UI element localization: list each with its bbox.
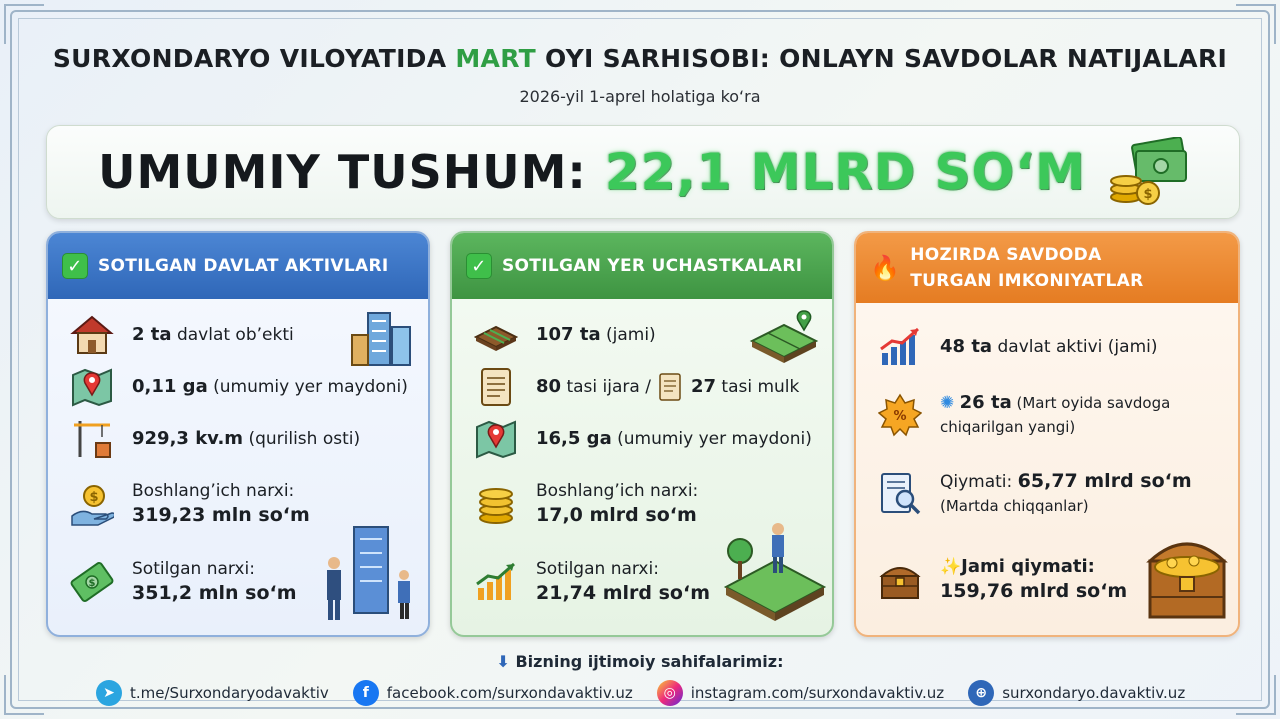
money-stack-icon	[1108, 137, 1188, 207]
row-start-price: $ Boshlang’ich narxi: 319,23 mln so‘m	[70, 479, 310, 528]
svg-text:$: $	[88, 577, 96, 589]
download-arrow-icon: ⬇	[496, 652, 510, 671]
social-heading: ⬇ Bizning ijtimoiy sahifalarimiz:	[496, 652, 784, 671]
globe-icon: ⊕	[968, 680, 994, 706]
coin-hand-icon	[70, 482, 114, 526]
land-map-icon	[748, 307, 820, 369]
card-current-opportunities	[854, 231, 1240, 637]
facebook-link-text[interactable]: facebook.com/surxondavaktiv.uz	[386, 684, 633, 702]
svg-text:$: $	[1143, 187, 1153, 202]
card-land-plots-header	[452, 233, 832, 299]
telegram-link-text[interactable]: t.me/Surxondaryodavaktiv	[130, 684, 329, 702]
social-links	[96, 680, 1209, 706]
page-subtitle: 2026-yil 1-aprel holatiga ko‘ra	[519, 87, 761, 106]
coin-stack-icon	[474, 482, 518, 526]
website-link[interactable]	[968, 680, 1185, 706]
row-sold-price: $ Sotilgan narxi: 351,2 mln so‘m	[70, 557, 297, 606]
frame-corner	[1236, 675, 1276, 715]
total-revenue-banner	[46, 125, 1240, 219]
row-march-value: Qiymati: 65,77 mlrd so‘m (Martda chiqqanlar)	[878, 469, 1192, 518]
row-new-assets: % ✺ 26 ta (Mart oyida savdoga chiqarilgan yangi)	[878, 391, 1170, 439]
svg-text:$: $	[89, 489, 99, 505]
frame-corner	[1236, 4, 1276, 44]
row-objects: 2 ta davlat ob’ekti	[70, 313, 294, 357]
document-scroll-icon	[657, 372, 683, 402]
treasure-chest-gold-icon	[1142, 527, 1232, 627]
total-revenue-label: UMUMIY TUSHUM:	[98, 145, 587, 199]
document-scroll-icon	[474, 365, 518, 409]
facebook-link[interactable]	[353, 680, 633, 706]
row-total-value: ✨Jami qiymati: 159,76 mlrd so‘m	[878, 555, 1127, 604]
instagram-link-text[interactable]: instagram.com/surxondavaktiv.uz	[690, 684, 945, 702]
crane-icon	[70, 417, 114, 461]
row-construction: 929,3 kv.m (qurilish osti)	[70, 417, 360, 461]
discount-badge-icon	[878, 393, 922, 437]
checkmark-icon: ✓	[466, 253, 492, 279]
row-land-total: 107 ta (jami)	[474, 313, 656, 357]
title-month: MART	[455, 44, 536, 73]
row-total-assets: 48 ta davlat aktivi (jami)	[878, 325, 1158, 369]
fire-icon: 🔥	[870, 254, 901, 282]
telegram-link[interactable]	[96, 680, 329, 706]
checkmark-icon: ✓	[62, 253, 88, 279]
document-search-icon	[878, 472, 922, 516]
instagram-link[interactable]	[657, 680, 944, 706]
card-state-assets-header	[48, 233, 428, 299]
banknote-icon	[70, 560, 114, 604]
card-land-plots	[450, 231, 834, 637]
buildings-icon	[348, 307, 418, 367]
frame-corner	[4, 675, 44, 715]
card-state-assets	[46, 231, 430, 637]
instagram-icon: ◎	[657, 680, 683, 706]
total-revenue-value: 22,1 MLRD SO‘M	[604, 143, 1086, 201]
row-sold-price: Sotilgan narxi: 21,74 mlrd so‘m	[474, 557, 710, 606]
growth-chart-icon	[878, 325, 922, 369]
card-heading: SOTILGAN DAVLAT AKTIVLARI	[98, 256, 389, 276]
telegram-icon: ➤	[96, 680, 122, 706]
svg-text:%: %	[893, 409, 907, 424]
soil-plot-icon	[474, 313, 518, 357]
frame-corner	[4, 4, 44, 44]
treasure-chest-icon	[878, 558, 922, 602]
card-heading: HOZIRDA SAVDODA TURGAN IMKONIYATLAR	[910, 245, 1144, 291]
row-land-area: 16,5 ga (umumiy yer maydoni)	[474, 417, 812, 461]
row-land-area: 0,11 ga (umumiy yer maydoni)	[70, 365, 408, 409]
row-start-price: Boshlang’ich narxi: 17,0 mlrd so‘m	[474, 479, 698, 528]
map-pin-icon	[70, 365, 114, 409]
facebook-icon: f	[353, 680, 379, 706]
business-people-icon	[320, 519, 420, 625]
row-lease-ownership: 80 tasi ijara / 27 tasi mulk	[474, 365, 799, 409]
card-heading: SOTILGAN YER UCHASTKALARI	[502, 256, 803, 276]
new-badge-icon: ✺	[940, 393, 955, 413]
map-pin-icon	[474, 417, 518, 461]
growth-chart-icon	[474, 560, 518, 604]
farmer-field-icon	[722, 517, 828, 627]
website-link-text[interactable]: surxondaryo.davaktiv.uz	[1002, 684, 1186, 702]
card-current-opportunities-header	[856, 233, 1238, 303]
sparkle-icon: ✨	[940, 557, 962, 577]
page-title: SURXONDARYO VILOYATIDA MART OYI SARHISOBI: ONLAYN SAVDOLAR NATIJALARI	[52, 44, 1228, 73]
house-icon	[70, 313, 114, 357]
